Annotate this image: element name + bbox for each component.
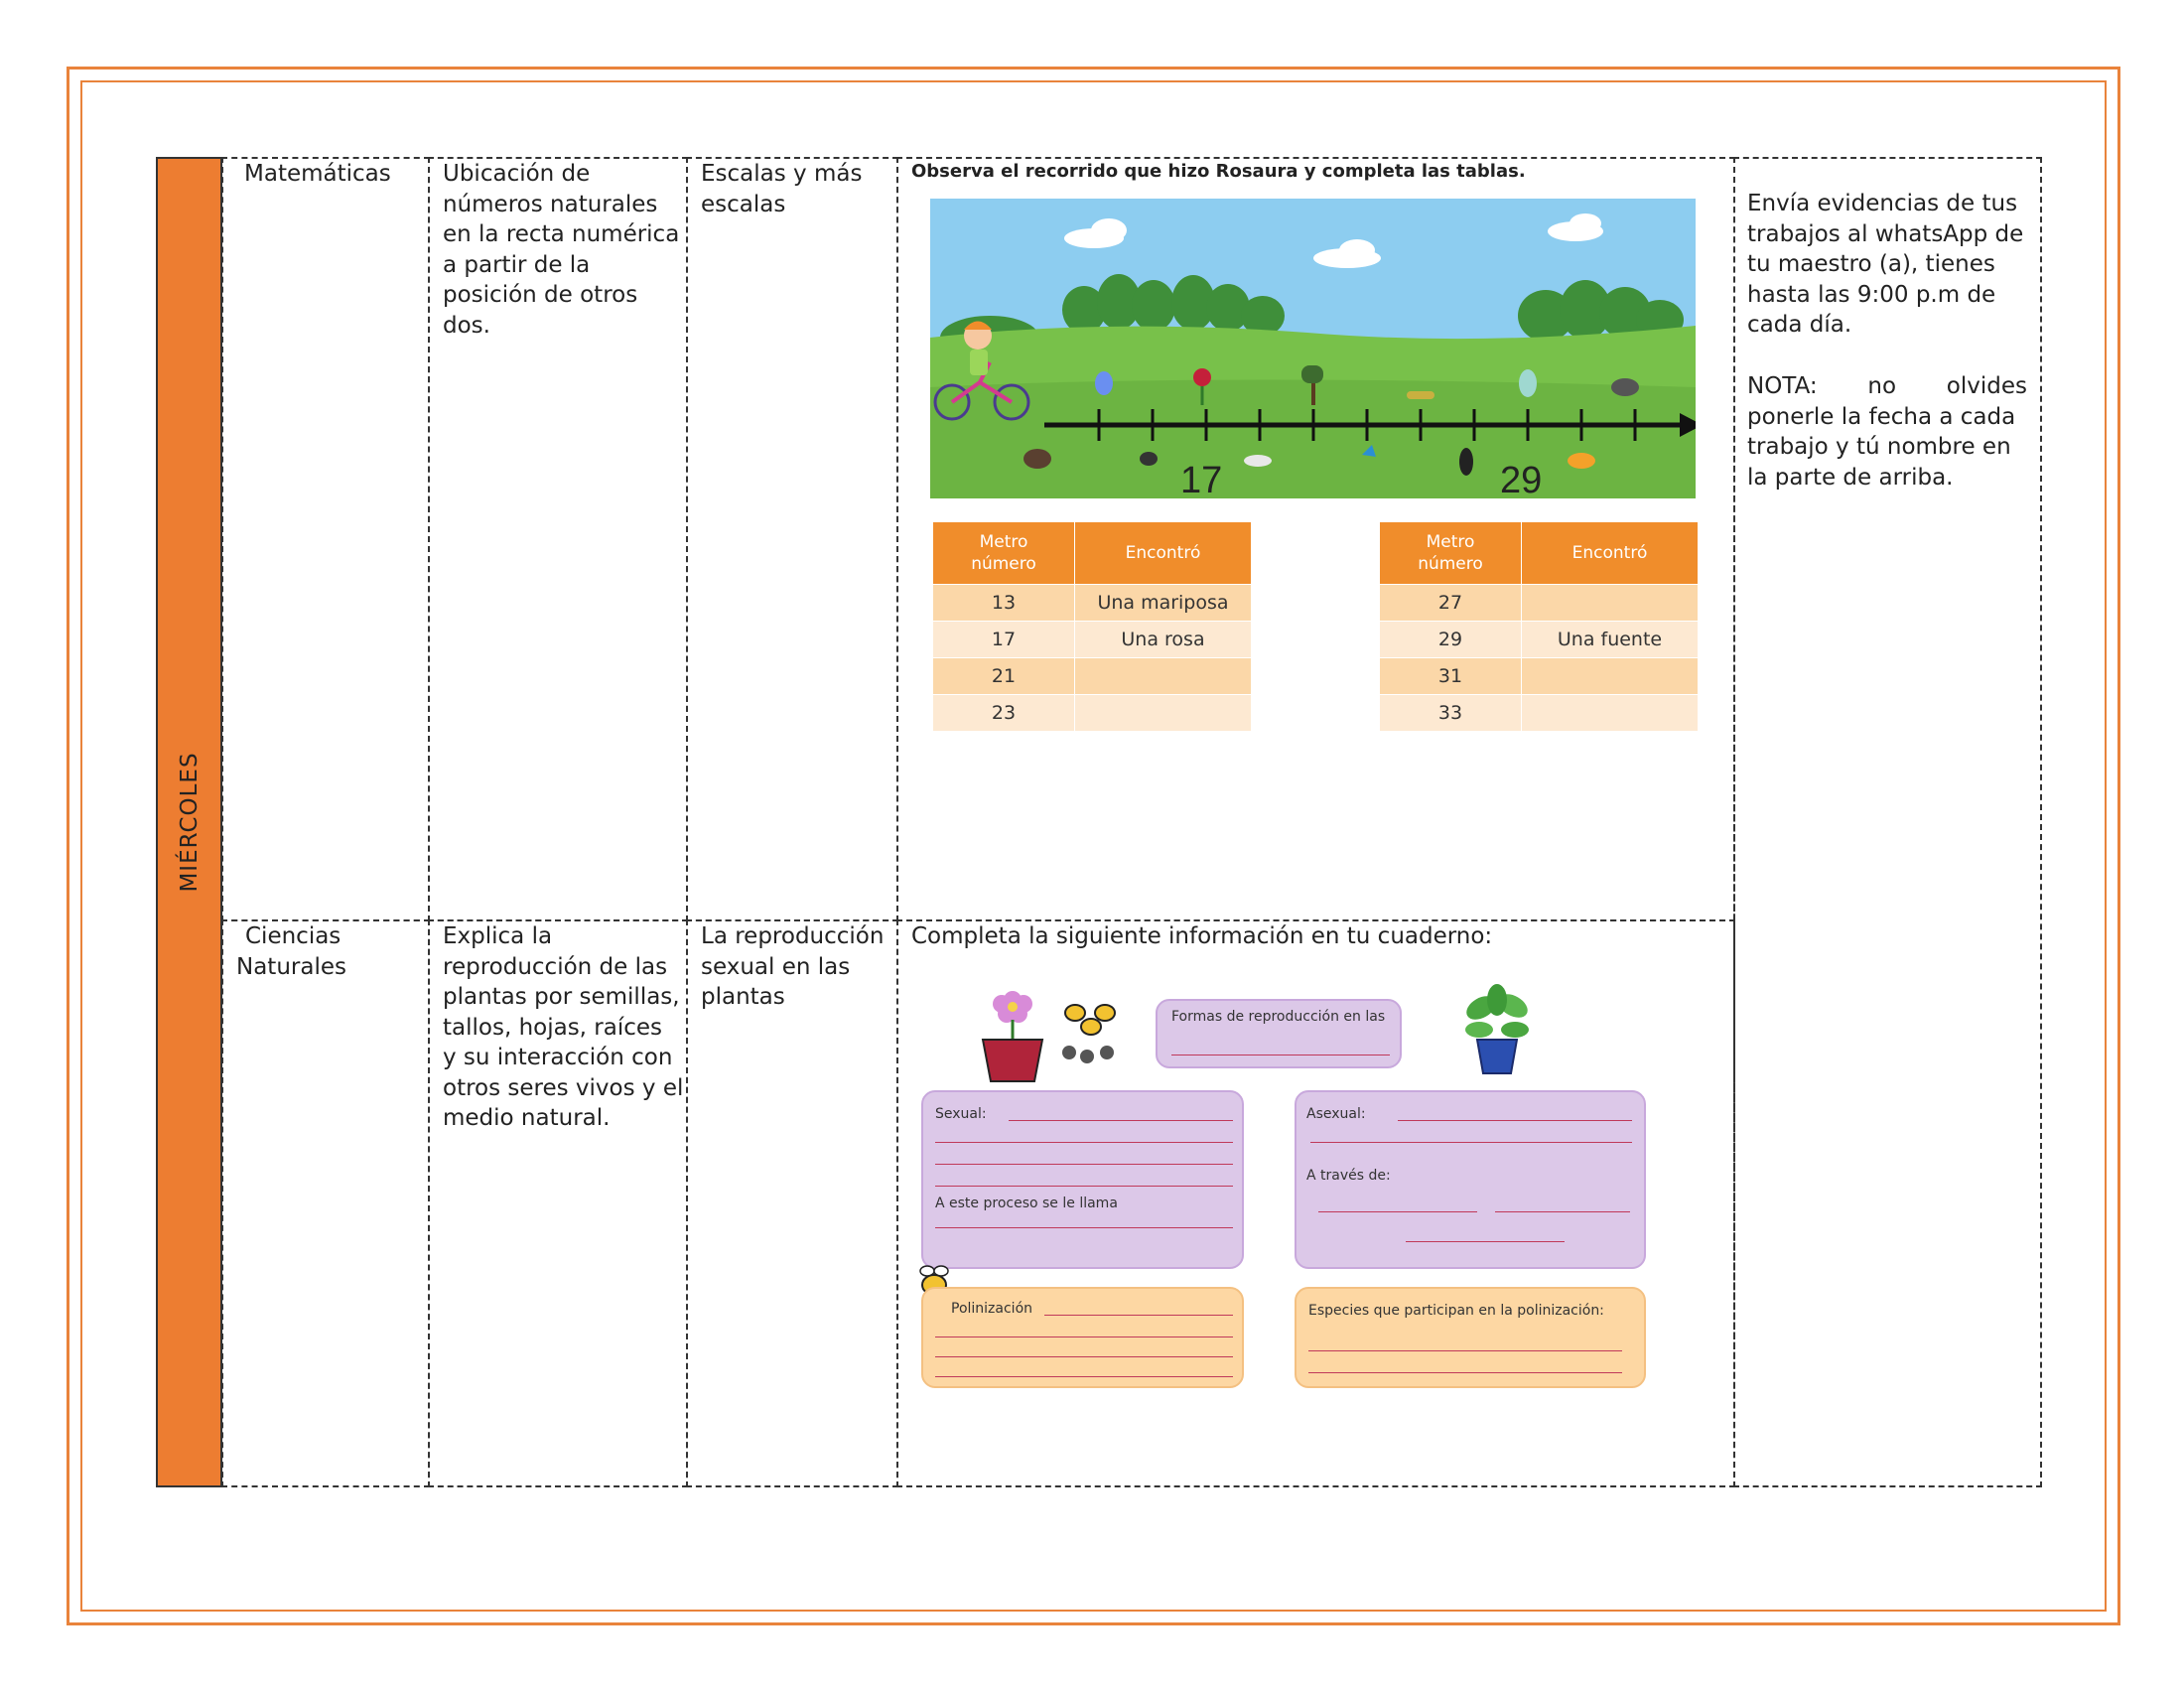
math-subject-cell	[221, 157, 430, 921]
table-row: 23	[933, 695, 1252, 732]
day-column	[156, 157, 222, 1487]
table-row: 17 Una rosa	[933, 622, 1252, 658]
math-topic-cell	[686, 157, 898, 921]
numberline-label-29: 29	[1500, 460, 1543, 498]
notes-evidence: Envía evidencias de tus trabajos al whatsApp de tu maestro (a), tienes hasta las 9:00 p.m de cada día.	[1747, 191, 2024, 338]
math-learning-text: Ubicación de números naturales en la recta numérica a partir de la posición de otros dos.	[443, 161, 680, 339]
table-row: 21	[933, 658, 1252, 695]
math-subject: Matemáticas	[244, 161, 391, 187]
numberline-label-17: 17	[1180, 460, 1223, 498]
sexual-box: Sexual: A este proceso se le llama	[921, 1090, 1244, 1269]
table-left	[932, 521, 1252, 732]
notes-nota: NOTA: no olvides ponerle la fecha a cada trabajo y tú nombre en la parte de arriba.	[1747, 373, 2027, 491]
science-topic-text: La reproducción sexual en las plantas	[701, 923, 885, 1010]
math-instruction: Observa el recorrido que hizo Rosaura y completa las tablas.	[911, 161, 1526, 182]
col-found: Encontró	[1075, 522, 1252, 585]
col-found: Encontró	[1522, 522, 1699, 585]
table-right	[1379, 521, 1699, 732]
bees-icon	[1057, 991, 1125, 1068]
science-subject-cell	[221, 919, 430, 1487]
notes-cell	[1733, 157, 2042, 1487]
species-box: Especies que participan en la polinización:	[1295, 1287, 1646, 1388]
table-row: 31	[1380, 658, 1699, 695]
flower-pot-icon	[978, 978, 1047, 1082]
reproduction-title-box: Formas de reproducción en las	[1156, 999, 1402, 1068]
science-learning-text: Explica la reproducción de las plantas por semillas, tallos, hojas, raíces y su interacción con otros seres vivos y el medio natural.	[443, 923, 684, 1131]
math-topic-text: Escalas y más escalas	[701, 161, 863, 217]
asexual-box: Asexual: A través de:	[1295, 1090, 1646, 1269]
col-metro: Metro número	[1380, 522, 1522, 585]
table-row: 33	[1380, 695, 1699, 732]
numberline-scene	[930, 199, 1696, 498]
day-label: MIÉRCOLES	[176, 752, 203, 893]
table-row: 27	[1380, 585, 1699, 622]
table-row: 29 Una fuente	[1380, 622, 1699, 658]
pollination-box: Polinización	[921, 1287, 1244, 1388]
col-metro: Metro número	[933, 522, 1075, 585]
science-instruction: Completa la siguiente información en tu cuaderno:	[911, 923, 1493, 949]
potted-plant-icon	[1451, 978, 1543, 1077]
science-subject: Ciencias Naturales	[236, 923, 346, 980]
table-row: 13 Una mariposa	[933, 585, 1252, 622]
